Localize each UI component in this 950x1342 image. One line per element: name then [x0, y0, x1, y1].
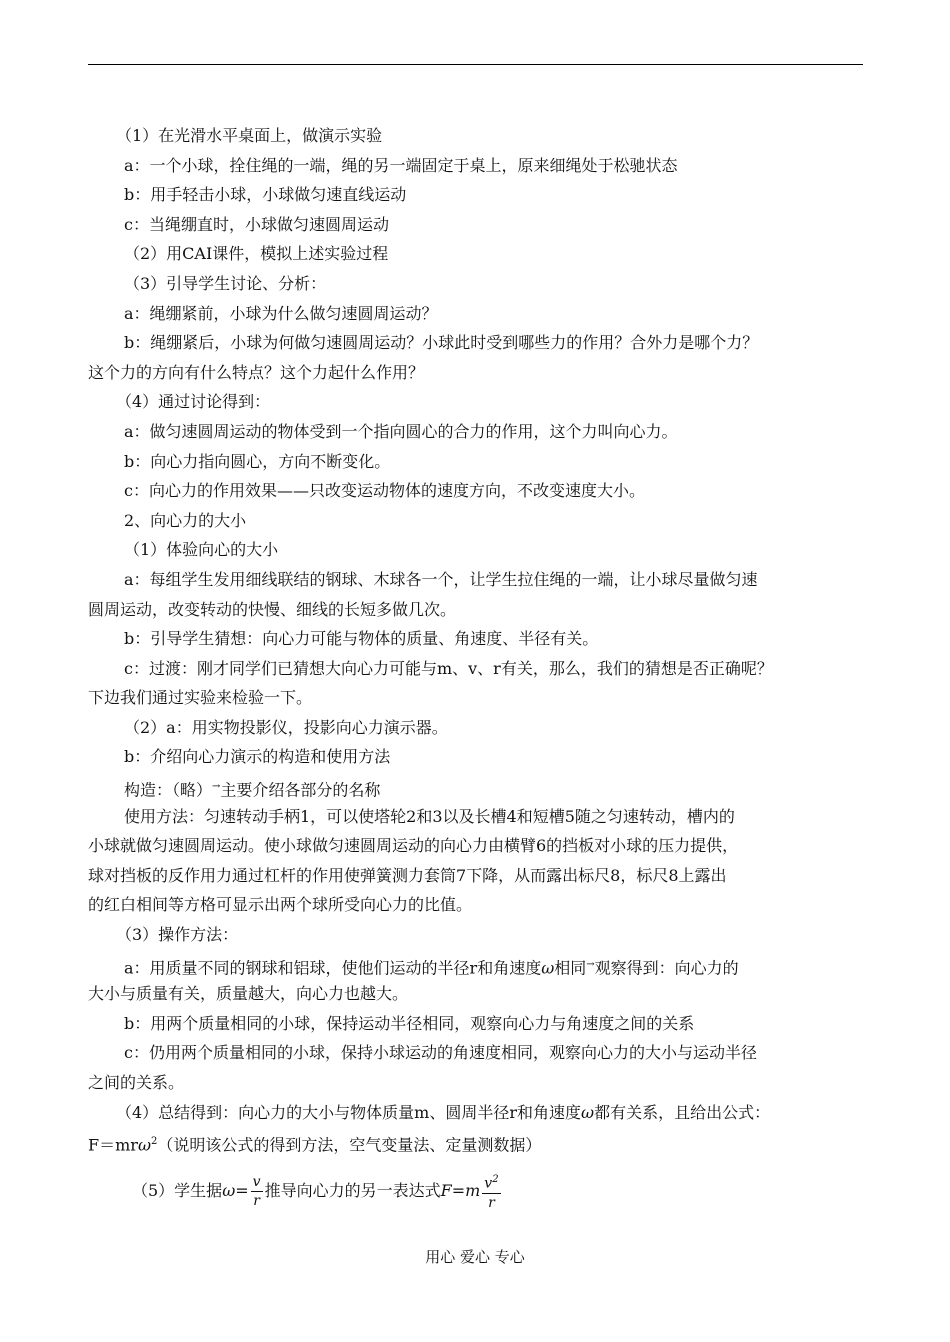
fraction-v2-over-r: [482, 1171, 500, 1212]
text-segment: 都有关系，且给出公式：: [594, 1102, 771, 1122]
formula-line: [88, 1127, 866, 1157]
text-line: （1）在光滑水平桌面上，做演示实验: [116, 126, 383, 145]
text-segment: （4）总结得到：向心力的大小与物体质量m、圆周半径r和角速度: [116, 1102, 582, 1122]
text-segment: （说明该公式的得到方法，空气变量法、定量测数据）: [157, 1135, 542, 1155]
text-line: a：做匀速圆周运动的物体受到一个指向圆心的合力的作用，这个力叫向心力。: [124, 421, 678, 441]
text-line: c：向心力的作用效果——只改变运动物体的速度方向，不改变速度大小。: [124, 481, 645, 501]
omega-symbol: ω: [137, 1135, 151, 1155]
formula-line-derivation: [88, 1165, 866, 1217]
text-segment: 观察得到：向心力的: [594, 957, 739, 977]
text-line: b：引导学生猜想：向心力可能与物体的质量、角速度、半径有关。: [124, 629, 599, 649]
text-line: 之间的关系。: [88, 1073, 185, 1092]
text-line: a：每组学生发用细线联结的钢球、木球各一个，让学生拉住绳的一端，让小球尽量做匀速: [124, 569, 758, 589]
text-line: 大小与质量有关，质量越大，向心力也越大。: [88, 984, 409, 1004]
text-line: （3）引导学生讨论、分析：: [124, 273, 327, 293]
formula-text: F＝mr: [88, 1135, 138, 1155]
square-exponent: 2: [492, 1173, 499, 1185]
numerator-v: v: [484, 1175, 493, 1192]
text-line: a：一个小球，拴住绳的一端，绳的另一端固定于桌上，原来细绳处于松驰状态: [124, 155, 678, 175]
text-line: （3）操作方法：: [116, 925, 239, 945]
text-line: （2）用CAI课件，模拟上述实验过程: [124, 244, 389, 264]
text-line: 小球就做匀速圆周运动。使小球做匀速圆周运动的向心力由横臂6的挡板对小球的压力提供，: [88, 836, 739, 856]
text-line: 这个力的方向有什么特点？这个力起什么作用？: [88, 362, 425, 382]
text-line: （1）体验向心的大小: [124, 540, 279, 560]
document-body: [88, 121, 866, 1217]
text-line: 球对挡板的反作用力通过杠杆的作用使弹簧测力套筒7下降，从而露出标尺8，标尺8上露出: [88, 865, 727, 885]
fraction-numerator: [482, 1171, 500, 1194]
text-line: b：向心力指向圆心，方向不断变化。: [124, 451, 391, 471]
text-segment: a：用质量不同的钢球和铝球，使他们运动的半径r和角速度: [124, 957, 542, 977]
text-line: c：仍用两个质量相同的小球，保持小球运动的角速度相同，观察向心力的大小与运动半径: [124, 1043, 757, 1063]
text-segment: （5）学生据: [132, 1180, 223, 1200]
fraction-denominator: r: [253, 1192, 260, 1209]
page-footer: 用心 爱心 专心: [425, 1248, 525, 1266]
omega-symbol: ω: [581, 1102, 595, 1122]
text-line: 使用方法：匀速转动手柄1，可以使塔轮2和3以及长槽4和短槽5随之匀速转动，槽内的: [124, 806, 735, 826]
structure-desc: 主要介绍各部分的名称: [220, 780, 381, 800]
equals-sign: =: [235, 1180, 249, 1200]
text-line: c：当绳绷直时，小球做匀速圆周运动: [124, 214, 389, 234]
text-line: b：绳绷紧后，小球为何做匀速圆周运动？小球此时受到哪些力的作用？合外力是哪个力？: [124, 333, 759, 353]
text-line: [88, 772, 866, 802]
omega-symbol: ω: [222, 1180, 236, 1200]
text-line: 圆周运动，改变转动的快慢、细线的长短多做几次。: [88, 599, 457, 619]
text-line: b：用两个质量相同的小球，保持运动半径相同，观察向心力与角速度之间的关系: [124, 1013, 695, 1033]
fraction-v-over-r: [251, 1173, 263, 1210]
structure-label: 构造：（略）: [124, 780, 213, 800]
text-line: a：绳绷紧前，小球为什么做匀速圆周运动？: [124, 303, 438, 323]
section-heading: 2、向心力的大小: [124, 510, 247, 530]
omega-symbol: ω: [541, 957, 555, 977]
header-rule: [88, 64, 863, 65]
mass-symbol: m: [465, 1180, 481, 1200]
fraction-numerator: v: [252, 1173, 261, 1190]
text-line: （2）a：用实物投影仪，投影向心力演示器。: [124, 717, 448, 737]
equals-sign: =: [451, 1180, 466, 1200]
text-line: 下边我们通过实验来检验一下。: [88, 688, 313, 708]
square-exponent: 2: [150, 1136, 158, 1148]
text-line: b：用手轻击小球，小球做匀速直线运动: [124, 185, 407, 205]
force-symbol: F: [440, 1180, 452, 1200]
text-segment: 推导向心力的另一表达式: [264, 1180, 441, 1200]
text-line: [88, 950, 866, 980]
text-line: c：过渡：刚才同学们已猜想大向心力可能与m、v、r有关，那么，我们的猜想是否正确呢？: [124, 658, 773, 678]
text-line: b：介绍向心力演示的构造和使用方法: [124, 747, 391, 767]
arrow-symbol: →: [586, 958, 595, 970]
text-line: [88, 1098, 866, 1128]
arrow-symbol: →: [212, 781, 221, 793]
text-line: （4）通过讨论得到：: [116, 392, 271, 412]
fraction-denominator: r: [488, 1194, 495, 1211]
text-line: 的红白相间等方格可显示出两个球所受向心力的比值。: [88, 895, 473, 915]
text-segment: 相同: [554, 957, 587, 977]
